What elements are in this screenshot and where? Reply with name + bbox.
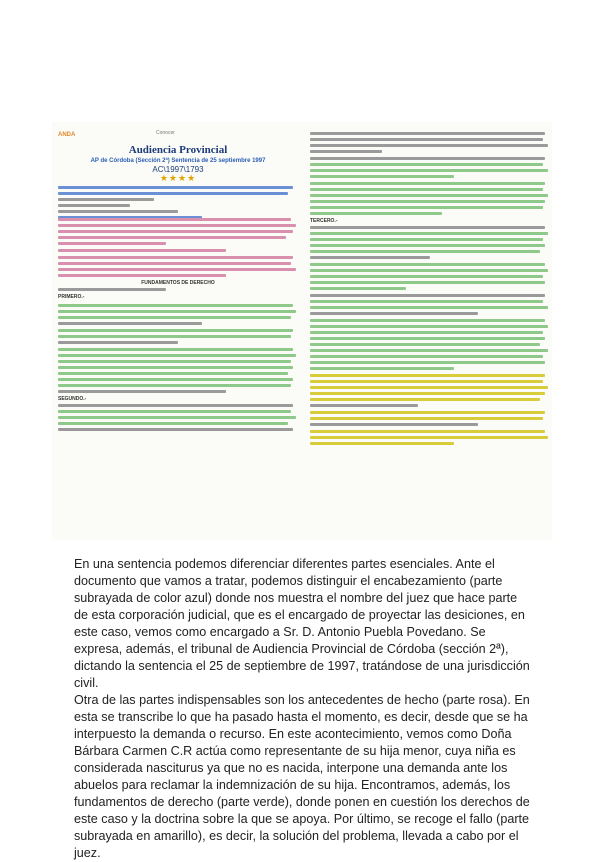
- case-reference: AC\1997\1793: [152, 165, 204, 174]
- primero-heading: PRIMERO.-: [58, 294, 85, 300]
- scanned-sentence-image: [52, 122, 552, 540]
- rating-stars: ★★★★: [159, 173, 197, 183]
- tercero-heading: TERCERO.-: [310, 218, 338, 224]
- publisher-logo: ANDA: [58, 132, 76, 138]
- sentence-header: [58, 144, 298, 183]
- court-title: Audiencia Provincial: [128, 144, 228, 156]
- publisher-brand: Conocer: [156, 130, 175, 136]
- fundamentos-block: [58, 304, 298, 434]
- explanation-paragraph-2: Otra de las partes indispensables son los antecedentes de hecho (parte rosa). En esta se transcribe lo que ha pasado hasta el momento, es decir, desde que se ha interpuesto la demanda o recurso. En este acontecimiento, vemos como Doña Bárbara Carmen C.R actúa como representante de su hija menor, cuya niña es considerada nasciturus ya que no es nacida, interpone una demanda ante los abuelos para reclamar la indemnización de su hija. Encontramos, además, los fundamentos de derecho (parte verde), donde ponen en cuestión los derechos de este caso y la doctrina sobre la que se apoya. Por último, se recoge el fallo (parte subrayada en amarillo), es decir, la solución del problema, llevada a cabo por el juez.: [74, 693, 530, 860]
- explanation-text: [74, 556, 534, 862]
- explanation-paragraph-1: En una sentencia podemos diferenciar diferentes partes esenciales. Ante el documento que vamos a tratar, podemos distinguir el encabezamiento (parte subrayada de color azul) donde nos muestra el nombre del juez que hace parte de esta corporación judicial, que es el encargado de proyectar las desiciones, en este caso, vemos como encargado a Sr. D. Antonio Puebla Povedano. Se expresa, además, el tribunal de Audiencia Provincial de Córdoba (sección 2ª), dictando la sentencia el 25 de septiembre de 1997, tratándose de una jurisdicción civil.: [74, 557, 530, 690]
- antecedentes-block: [58, 218, 298, 302]
- court-subtitle: AP de Córdoba (Sección 2ª) Sentencia de 25 septiembre 1997: [90, 158, 266, 164]
- segundo-heading: SEGUNDO.-: [58, 396, 87, 402]
- fundamentos-heading: FUNDAMENTOS DE DERECHO: [141, 280, 215, 286]
- header-text-block: [58, 186, 298, 222]
